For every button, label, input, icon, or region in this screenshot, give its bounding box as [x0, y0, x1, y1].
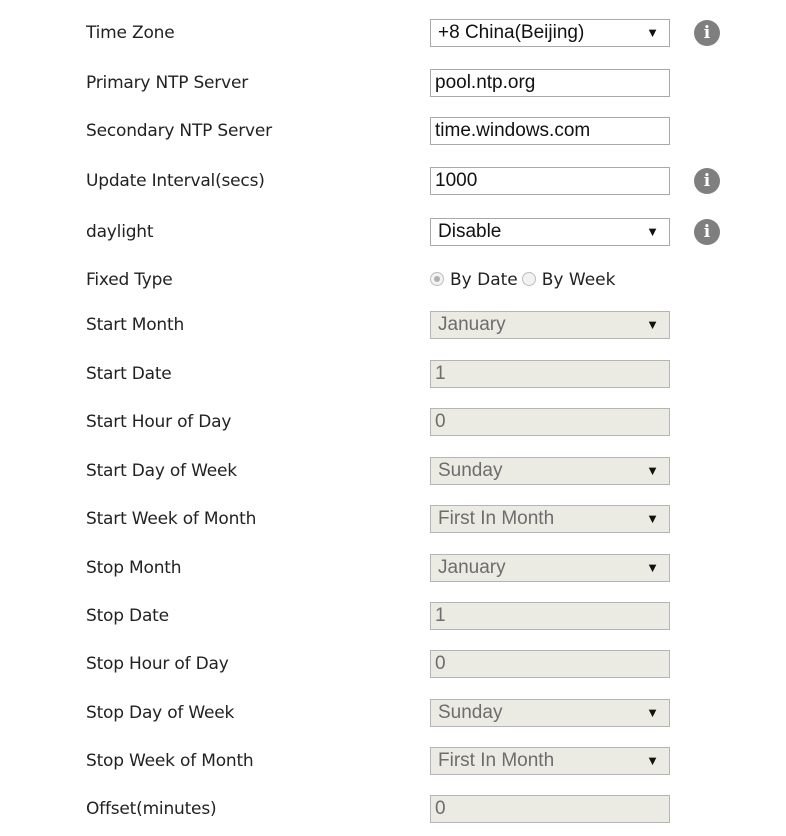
stop-week-of-month-select[interactable]: [430, 747, 670, 775]
offset-minutes-input[interactable]: [430, 795, 670, 823]
dropdown-arrow-icon[interactable]: ▼: [646, 25, 659, 40]
row-time-zone: [0, 18, 786, 48]
info-circle-icon[interactable]: i: [694, 168, 720, 194]
stop-week-of-month-label: Stop Week of Month: [86, 751, 254, 771]
stop-day-of-week-label: Stop Day of Week: [86, 703, 235, 723]
row-start-month: [0, 310, 786, 340]
start-date-value: 1: [435, 363, 446, 384]
radio-by-date-label: By Date: [450, 270, 518, 290]
stop-date-input[interactable]: [430, 602, 670, 630]
start-month-select[interactable]: [430, 311, 670, 339]
start-week-of-month-select[interactable]: [430, 505, 670, 533]
offset-minutes-value: 0: [435, 798, 446, 819]
dropdown-arrow-icon[interactable]: ▼: [646, 705, 659, 720]
dropdown-arrow-icon[interactable]: ▼: [646, 753, 659, 768]
row-primary-ntp-server: [0, 68, 786, 98]
row-daylight: [0, 217, 786, 247]
row-secondary-ntp-server: [0, 116, 786, 146]
start-day-of-week-value: Sunday: [438, 460, 503, 481]
stop-hour-of-day-label: Stop Hour of Day: [86, 654, 229, 674]
radio-by-week-label: By Week: [541, 270, 616, 290]
row-start-day-of-week: [0, 456, 786, 486]
primary-ntp-server-value: pool.ntp.org: [435, 72, 536, 93]
start-day-of-week-label: Start Day of Week: [86, 461, 237, 481]
radio-by-date[interactable]: [430, 272, 444, 286]
radio-by-week[interactable]: [522, 272, 536, 286]
stop-date-label: Stop Date: [86, 606, 169, 626]
primary-ntp-server-input[interactable]: [430, 69, 670, 97]
start-week-of-month-value: First In Month: [438, 508, 555, 529]
daylight-value: Disable: [438, 221, 502, 242]
dropdown-arrow-icon[interactable]: ▼: [646, 317, 659, 332]
dropdown-arrow-icon[interactable]: ▼: [646, 511, 659, 526]
row-start-date: [0, 359, 786, 389]
fixed-type-label: Fixed Type: [86, 270, 173, 290]
stop-hour-of-day-input[interactable]: [430, 650, 670, 678]
primary-ntp-server-label: Primary NTP Server: [86, 73, 249, 93]
start-month-label: Start Month: [86, 315, 185, 335]
row-stop-date: [0, 601, 786, 631]
stop-day-of-week-value: Sunday: [438, 702, 503, 723]
fixed-type-radio-group: [430, 265, 619, 295]
start-hour-of-day-label: Start Hour of Day: [86, 412, 232, 432]
update-interval-secs-label: Update Interval(secs): [86, 171, 265, 191]
row-fixed-type: [0, 265, 786, 295]
start-hour-of-day-value: 0: [435, 411, 446, 432]
start-week-of-month-label: Start Week of Month: [86, 509, 257, 529]
stop-week-of-month-value: First In Month: [438, 750, 555, 771]
daylight-label: daylight: [86, 222, 154, 242]
start-hour-of-day-input[interactable]: [430, 408, 670, 436]
time-zone-value: +8 China(Beijing): [438, 22, 585, 43]
time-zone-select[interactable]: [430, 19, 670, 47]
row-update-interval-secs: [0, 166, 786, 196]
start-date-label: Start Date: [86, 364, 172, 384]
start-day-of-week-select[interactable]: [430, 457, 670, 485]
row-start-week-of-month: [0, 504, 786, 534]
stop-date-value: 1: [435, 605, 446, 626]
update-interval-secs-value: 1000: [435, 170, 478, 191]
stop-month-label: Stop Month: [86, 558, 182, 578]
start-date-input[interactable]: [430, 360, 670, 388]
dropdown-arrow-icon[interactable]: ▼: [646, 560, 659, 575]
row-stop-week-of-month: [0, 746, 786, 776]
secondary-ntp-server-input[interactable]: [430, 117, 670, 145]
dropdown-arrow-icon[interactable]: ▼: [646, 224, 659, 239]
row-start-hour-of-day: [0, 407, 786, 437]
secondary-ntp-server-value: time.windows.com: [435, 120, 591, 141]
stop-month-value: January: [438, 557, 506, 578]
start-month-value: January: [438, 314, 506, 335]
row-stop-day-of-week: [0, 698, 786, 728]
row-offset-minutes: [0, 794, 786, 824]
dropdown-arrow-icon[interactable]: ▼: [646, 463, 659, 478]
stop-day-of-week-select[interactable]: [430, 699, 670, 727]
secondary-ntp-server-label: Secondary NTP Server: [86, 121, 272, 141]
stop-month-select[interactable]: [430, 554, 670, 582]
row-stop-month: [0, 553, 786, 583]
info-circle-icon[interactable]: i: [694, 219, 720, 245]
row-stop-hour-of-day: [0, 649, 786, 679]
update-interval-secs-input[interactable]: [430, 167, 670, 195]
time-zone-label: Time Zone: [86, 23, 175, 43]
stop-hour-of-day-value: 0: [435, 653, 446, 674]
offset-minutes-label: Offset(minutes): [86, 799, 217, 819]
daylight-select[interactable]: [430, 218, 670, 246]
info-circle-icon[interactable]: i: [694, 20, 720, 46]
